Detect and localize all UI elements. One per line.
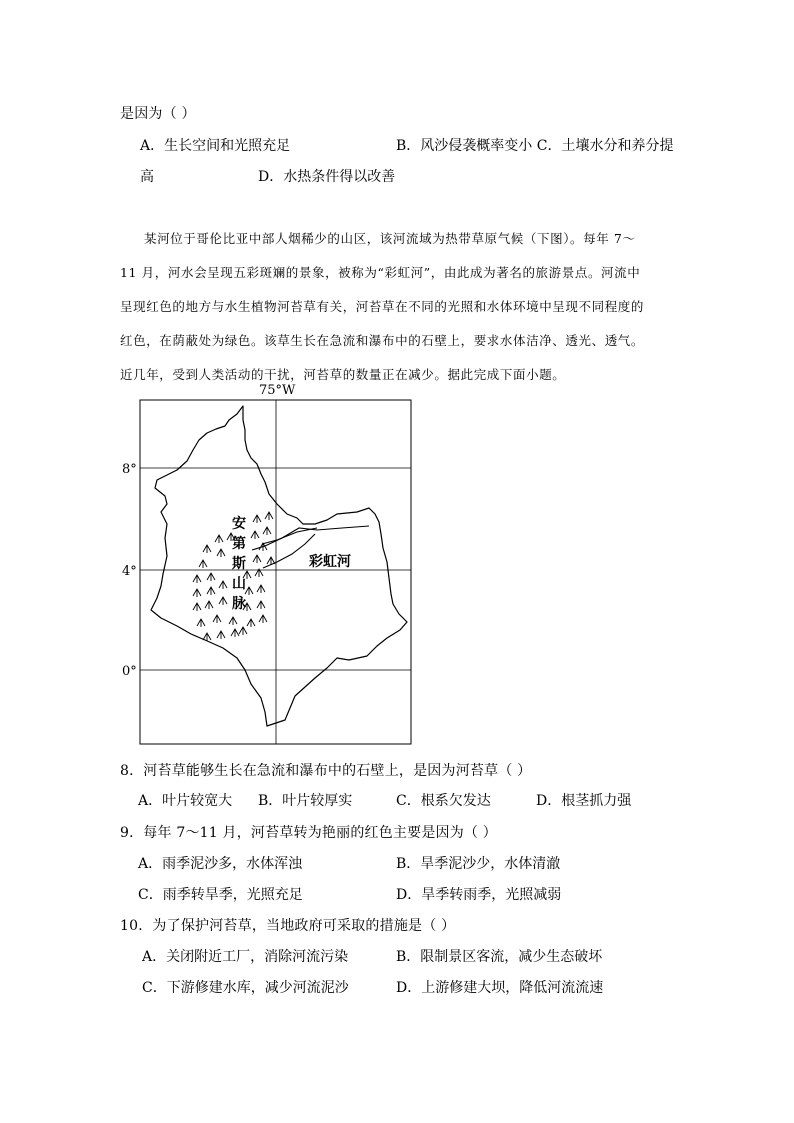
prev-option-c-tail: 高	[140, 169, 154, 185]
q9-option-c: C．雨季转旱季，光照充足	[138, 887, 303, 903]
mountain-symbol	[217, 631, 225, 639]
q8-option-b: B．叶片较厚实	[258, 793, 353, 809]
mountain-symbol	[253, 555, 261, 563]
passage	[120, 222, 700, 392]
question-8-stem: 8．河苔草能够生长在急流和瀑布中的石壁上，是因为河苔草（ ）	[120, 763, 532, 779]
mountain-label-char: 第	[232, 536, 246, 552]
prev-option-bc: B．风沙侵袭概率变小 C．土壤水分和养分提	[396, 138, 674, 154]
mountain-symbol	[257, 585, 265, 593]
lat-label-8: 8°	[122, 462, 137, 477]
mountain-symbol	[219, 597, 227, 605]
lat-label-0: 0°	[122, 664, 137, 679]
passage-line: 近几年，受到人类活动的干扰，河苔草的数量正在减少。据此完成下面小题。	[120, 367, 566, 382]
q9-option-b: B．旱季泥沙少，水体清澈	[396, 856, 561, 872]
q10-option-d: D．上游修建大坝，降低河流流速	[396, 980, 604, 996]
mountain-symbol	[213, 615, 221, 623]
passage-line: 呈现红色的地方与水生植物河苔草有关，河苔草在不同的光照和水体环境中呈现不同程度的	[120, 299, 645, 314]
mountain-symbol	[253, 515, 261, 523]
prev-option-d: D．水热条件得以改善	[258, 169, 396, 185]
mountain-symbol	[203, 545, 211, 553]
mountain-symbol	[217, 549, 225, 557]
mountain-symbol	[245, 587, 253, 595]
mountain-symbol	[205, 601, 213, 609]
q10-option-c: C．下游修建水库，减少河流泥沙	[142, 980, 349, 996]
mountain-label-char: 安	[232, 516, 246, 532]
mountain-symbol	[219, 581, 227, 589]
mountain-symbol	[259, 543, 267, 551]
colombia-map	[122, 378, 417, 748]
mountain-symbol	[193, 589, 201, 597]
q8-option-a: A．叶片较宽大	[138, 793, 233, 809]
mountain-symbol	[239, 627, 247, 635]
mountain-symbol	[193, 603, 201, 611]
mountain-label-char: 脉	[232, 596, 246, 612]
mountain-symbol	[247, 619, 255, 627]
q9-option-d: D．旱季转雨季，光照减弱	[396, 887, 562, 903]
lat-label-4: 4°	[122, 564, 137, 579]
passage-line: 红色，在荫蔽处为绿色。该草生长在急流和瀑布中的石壁上，要求水体洁净、透光、透气。	[120, 333, 645, 348]
passage-line: 某河位于哥伦比亚中部人烟稀少的山区，该河流域为热带草原气候（下图）。每年 7～	[144, 231, 636, 246]
question-9-stem: 9．每年 7～11 月，河苔草转为艳丽的红色主要是因为（ ）	[120, 825, 497, 841]
q10-option-b: B．限制景区客流，减少生态破坏	[396, 949, 603, 965]
mountain-label-char: 山	[232, 576, 246, 592]
map-frame	[140, 400, 411, 744]
mountain-symbol	[263, 527, 271, 535]
mountain-symbol	[251, 531, 259, 539]
mountain-symbol	[207, 573, 215, 581]
river-label: 彩虹河	[309, 554, 351, 570]
q8-option-d: D．根茎抓力强	[536, 793, 632, 809]
mountain-label-char: 斯	[232, 556, 246, 572]
mountain-symbol	[207, 587, 215, 595]
longitude-label: 75°W	[259, 383, 296, 398]
mountain-symbol	[197, 619, 205, 627]
mountain-symbol	[259, 615, 267, 623]
mountain-symbol	[265, 512, 273, 520]
country-outline	[151, 406, 407, 726]
mountain-symbol	[193, 575, 201, 583]
mountain-symbol	[231, 629, 239, 637]
q10-option-a: A．关闭附近工厂，消除河流污染	[142, 949, 349, 965]
mountain-symbol	[215, 535, 223, 543]
passage-line: 11 月，河水会呈现五彩斑斓的景象，被称为“彩虹河”，由此成为著名的旅游景点。河流中	[120, 265, 641, 280]
mountain-symbol	[257, 601, 265, 609]
mountain-symbol	[199, 560, 207, 568]
q9-option-a: A．雨季泥沙多，水体浑浊	[138, 856, 303, 872]
river-north	[262, 528, 317, 544]
mountain-symbol	[229, 617, 237, 625]
question-10-stem: 10．为了保护河苔草，当地政府可采取的措施是（ ）	[120, 918, 456, 934]
prev-question-stem: 是因为（ ）	[120, 106, 196, 122]
prev-option-a: A．生长空间和光照充足	[140, 138, 291, 154]
q8-option-c: C．根系欠发达	[396, 793, 491, 809]
